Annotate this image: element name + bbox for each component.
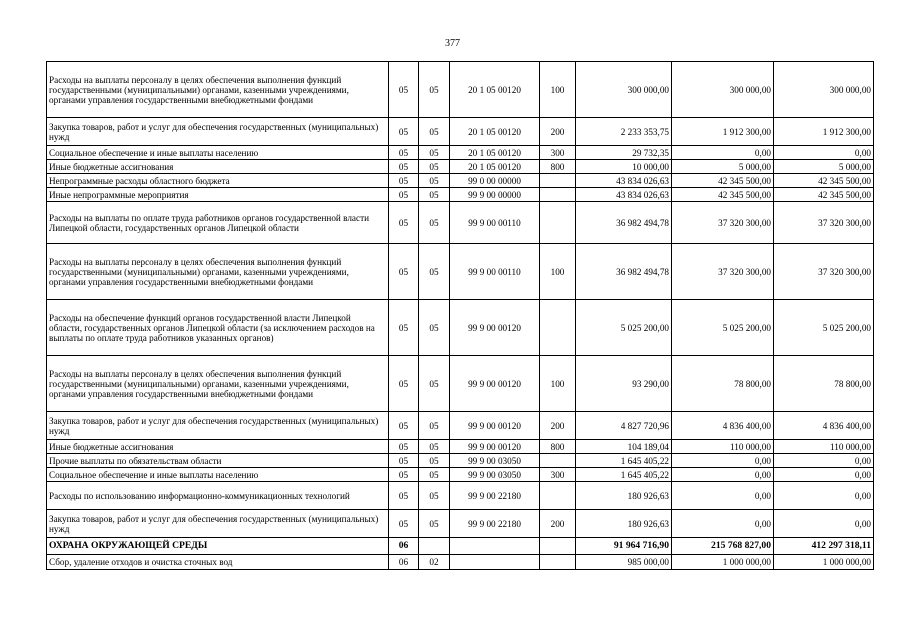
row-name-cell: Расходы на выплаты персоналу в целях обеспечения выполнения функций государственными (муниципальными) органами, казенными учреждениями, органами управления государственными внебюджетными фондами	[47, 62, 389, 118]
row-subsection-cell: 05	[419, 454, 450, 468]
row-expense-type-cell	[540, 538, 576, 555]
row-section-cell: 05	[389, 146, 419, 160]
row-section-cell: 05	[389, 440, 419, 454]
row-section-cell: 05	[389, 118, 419, 146]
row-target-article-cell: 99 9 00 00120	[450, 440, 540, 454]
row-section-cell: 05	[389, 454, 419, 468]
row-expense-type-cell	[540, 482, 576, 510]
table-row	[47, 300, 874, 356]
row-amount-3-cell: 300 000,00	[774, 62, 874, 118]
row-expense-type-cell: 200	[540, 118, 576, 146]
row-amount-2-cell: 215 768 827,00	[672, 538, 774, 555]
row-amount-3-cell: 42 345 500,00	[774, 174, 874, 188]
row-section-cell: 05	[389, 356, 419, 412]
row-amount-2-cell: 110 000,00	[672, 440, 774, 454]
table-row	[47, 188, 874, 202]
row-amount-3-cell: 0,00	[774, 454, 874, 468]
page-number: 377	[445, 38, 460, 49]
row-expense-type-cell: 100	[540, 244, 576, 300]
row-section-cell: 05	[389, 160, 419, 174]
row-amount-1-cell: 180 926,63	[576, 510, 672, 538]
row-amount-2-cell: 0,00	[672, 454, 774, 468]
table-row	[47, 174, 874, 188]
row-target-article-cell: 99 9 00 03050	[450, 468, 540, 482]
row-section-cell: 05	[389, 202, 419, 244]
row-name-cell: Закупка товаров, работ и услуг для обеспечения государственных (муниципальных) нужд	[47, 412, 389, 440]
row-name-cell: Закупка товаров, работ и услуг для обеспечения государственных (муниципальных) нужд	[47, 118, 389, 146]
row-amount-3-cell: 110 000,00	[774, 440, 874, 454]
table-row	[47, 146, 874, 160]
row-name-cell: Расходы на выплаты персоналу в целях обеспечения выполнения функций государственными (муниципальными) органами, казенными учреждениями, органами управления государственными внебюджетными фондами	[47, 244, 389, 300]
row-name-cell: Прочие выплаты по обязательствам области	[47, 454, 389, 468]
row-amount-1-cell: 104 189,04	[576, 440, 672, 454]
row-section-cell: 05	[389, 510, 419, 538]
row-amount-1-cell: 985 000,00	[576, 555, 672, 570]
row-expense-type-cell: 300	[540, 468, 576, 482]
row-name-cell: Расходы на выплаты персоналу в целях обеспечения выполнения функций государственными (муниципальными) органами, казенными учреждениями, органами управления государственными внебюджетными фондами	[47, 356, 389, 412]
row-name-cell: Иные непрограммные мероприятия	[47, 188, 389, 202]
row-subsection-cell: 05	[419, 62, 450, 118]
row-subsection-cell: 05	[419, 510, 450, 538]
row-amount-1-cell: 43 834 026,63	[576, 174, 672, 188]
row-amount-3-cell: 0,00	[774, 482, 874, 510]
row-subsection-cell: 05	[419, 468, 450, 482]
row-amount-1-cell: 93 290,00	[576, 356, 672, 412]
row-amount-3-cell: 37 320 300,00	[774, 244, 874, 300]
row-target-article-cell: 20 1 05 00120	[450, 146, 540, 160]
row-section-cell: 05	[389, 412, 419, 440]
row-subsection-cell	[419, 538, 450, 555]
row-amount-1-cell: 1 645 405,22	[576, 468, 672, 482]
row-amount-2-cell: 42 345 500,00	[672, 174, 774, 188]
row-section-cell: 05	[389, 482, 419, 510]
row-name-cell: ОХРАНА ОКРУЖАЮЩЕЙ СРЕДЫ	[47, 538, 389, 555]
row-expense-type-cell: 100	[540, 356, 576, 412]
row-expense-type-cell: 100	[540, 62, 576, 118]
table-row	[47, 454, 874, 468]
row-amount-2-cell: 37 320 300,00	[672, 244, 774, 300]
row-target-article-cell: 20 1 05 00120	[450, 62, 540, 118]
row-amount-2-cell: 0,00	[672, 146, 774, 160]
row-subsection-cell: 05	[419, 202, 450, 244]
row-section-cell: 05	[389, 468, 419, 482]
row-amount-2-cell: 1 912 300,00	[672, 118, 774, 146]
row-target-article-cell: 99 9 00 22180	[450, 482, 540, 510]
row-amount-1-cell: 2 233 353,75	[576, 118, 672, 146]
row-amount-2-cell: 37 320 300,00	[672, 202, 774, 244]
row-expense-type-cell	[540, 174, 576, 188]
row-amount-2-cell: 42 345 500,00	[672, 188, 774, 202]
table-row	[47, 482, 874, 510]
row-expense-type-cell	[540, 300, 576, 356]
row-subsection-cell: 05	[419, 356, 450, 412]
row-expense-type-cell	[540, 202, 576, 244]
row-target-article-cell: 99 9 00 03050	[450, 454, 540, 468]
row-section-cell: 05	[389, 244, 419, 300]
row-section-cell: 05	[389, 62, 419, 118]
row-amount-3-cell: 5 000,00	[774, 160, 874, 174]
row-name-cell: Расходы на выплаты по оплате труда работников органов государственной власти Липецкой области, государственных органов Липецкой области	[47, 202, 389, 244]
row-name-cell: Расходы на обеспечение функций органов государственной власти Липецкой области, государственных органов Липецкой области (за исключением расходов на выплаты по оплате труда работников указанных органов)	[47, 300, 389, 356]
row-amount-1-cell: 180 926,63	[576, 482, 672, 510]
row-name-cell: Расходы по использованию информационно-коммуникационных технологий	[47, 482, 389, 510]
row-amount-3-cell: 4 836 400,00	[774, 412, 874, 440]
row-amount-1-cell: 91 964 716,90	[576, 538, 672, 555]
row-expense-type-cell	[540, 188, 576, 202]
row-amount-1-cell: 4 827 720,96	[576, 412, 672, 440]
row-subsection-cell: 05	[419, 300, 450, 356]
row-subsection-cell: 05	[419, 174, 450, 188]
table-row	[47, 244, 874, 300]
row-amount-1-cell: 29 732,35	[576, 146, 672, 160]
row-target-article-cell: 99 9 00 00110	[450, 244, 540, 300]
table-row	[47, 160, 874, 174]
row-name-cell: Сбор, удаление отходов и очистка сточных вод	[47, 555, 389, 570]
row-subsection-cell: 05	[419, 118, 450, 146]
row-subsection-cell: 05	[419, 188, 450, 202]
row-section-cell: 05	[389, 188, 419, 202]
row-subsection-cell: 02	[419, 555, 450, 570]
row-amount-2-cell: 4 836 400,00	[672, 412, 774, 440]
row-name-cell: Социальное обеспечение и иные выплаты населению	[47, 146, 389, 160]
row-subsection-cell: 05	[419, 412, 450, 440]
row-target-article-cell	[450, 538, 540, 555]
table-row	[47, 555, 874, 570]
row-amount-2-cell: 1 000 000,00	[672, 555, 774, 570]
row-subsection-cell: 05	[419, 160, 450, 174]
row-name-cell: Иные бюджетные ассигнования	[47, 160, 389, 174]
row-amount-2-cell: 78 800,00	[672, 356, 774, 412]
row-name-cell: Закупка товаров, работ и услуг для обеспечения государственных (муниципальных) нужд	[47, 510, 389, 538]
row-subsection-cell: 05	[419, 146, 450, 160]
row-amount-2-cell: 0,00	[672, 468, 774, 482]
row-amount-2-cell: 0,00	[672, 510, 774, 538]
row-amount-3-cell: 42 345 500,00	[774, 188, 874, 202]
row-amount-2-cell: 300 000,00	[672, 62, 774, 118]
row-section-cell: 06	[389, 538, 419, 555]
row-name-cell: Социальное обеспечение и иные выплаты населению	[47, 468, 389, 482]
table-row	[47, 356, 874, 412]
row-amount-1-cell: 36 982 494,78	[576, 202, 672, 244]
row-amount-3-cell: 1 912 300,00	[774, 118, 874, 146]
row-amount-1-cell: 10 000,00	[576, 160, 672, 174]
row-subsection-cell: 05	[419, 482, 450, 510]
table-row	[47, 510, 874, 538]
row-amount-1-cell: 43 834 026,63	[576, 188, 672, 202]
row-amount-1-cell: 1 645 405,22	[576, 454, 672, 468]
row-section-cell: 05	[389, 174, 419, 188]
row-amount-1-cell: 300 000,00	[576, 62, 672, 118]
table-row	[47, 202, 874, 244]
row-target-article-cell: 99 9 00 22180	[450, 510, 540, 538]
row-target-article-cell: 20 1 05 00120	[450, 160, 540, 174]
row-target-article-cell: 99 9 00 00120	[450, 412, 540, 440]
row-amount-1-cell: 5 025 200,00	[576, 300, 672, 356]
row-subsection-cell: 05	[419, 440, 450, 454]
row-target-article-cell	[450, 555, 540, 570]
row-expense-type-cell: 300	[540, 146, 576, 160]
row-amount-1-cell: 36 982 494,78	[576, 244, 672, 300]
budget-table	[46, 61, 874, 570]
row-target-article-cell: 99 9 00 00000	[450, 188, 540, 202]
row-expense-type-cell: 800	[540, 160, 576, 174]
row-amount-3-cell: 412 297 318,11	[774, 538, 874, 555]
row-target-article-cell: 99 9 00 00110	[450, 202, 540, 244]
row-subsection-cell: 05	[419, 244, 450, 300]
row-amount-3-cell: 1 000 000,00	[774, 555, 874, 570]
table-row	[47, 118, 874, 146]
row-expense-type-cell: 200	[540, 412, 576, 440]
row-amount-3-cell: 37 320 300,00	[774, 202, 874, 244]
row-amount-3-cell: 5 025 200,00	[774, 300, 874, 356]
row-section-cell: 06	[389, 555, 419, 570]
row-amount-2-cell: 5 025 200,00	[672, 300, 774, 356]
row-amount-2-cell: 5 000,00	[672, 160, 774, 174]
row-amount-3-cell: 0,00	[774, 468, 874, 482]
table-row	[47, 412, 874, 440]
table-row	[47, 440, 874, 454]
budget-table-body	[47, 62, 874, 570]
row-amount-2-cell: 0,00	[672, 482, 774, 510]
row-amount-3-cell: 0,00	[774, 510, 874, 538]
row-expense-type-cell	[540, 555, 576, 570]
table-row	[47, 468, 874, 482]
row-target-article-cell: 99 9 00 00120	[450, 300, 540, 356]
row-name-cell: Иные бюджетные ассигнования	[47, 440, 389, 454]
row-expense-type-cell: 800	[540, 440, 576, 454]
row-target-article-cell: 99 0 00 00000	[450, 174, 540, 188]
table-row	[47, 538, 874, 555]
row-expense-type-cell	[540, 454, 576, 468]
row-expense-type-cell: 200	[540, 510, 576, 538]
row-name-cell: Непрограммные расходы областного бюджета	[47, 174, 389, 188]
row-section-cell: 05	[389, 300, 419, 356]
table-row	[47, 62, 874, 118]
row-target-article-cell: 99 9 00 00120	[450, 356, 540, 412]
row-target-article-cell: 20 1 05 00120	[450, 118, 540, 146]
row-amount-3-cell: 0,00	[774, 146, 874, 160]
row-amount-3-cell: 78 800,00	[774, 356, 874, 412]
